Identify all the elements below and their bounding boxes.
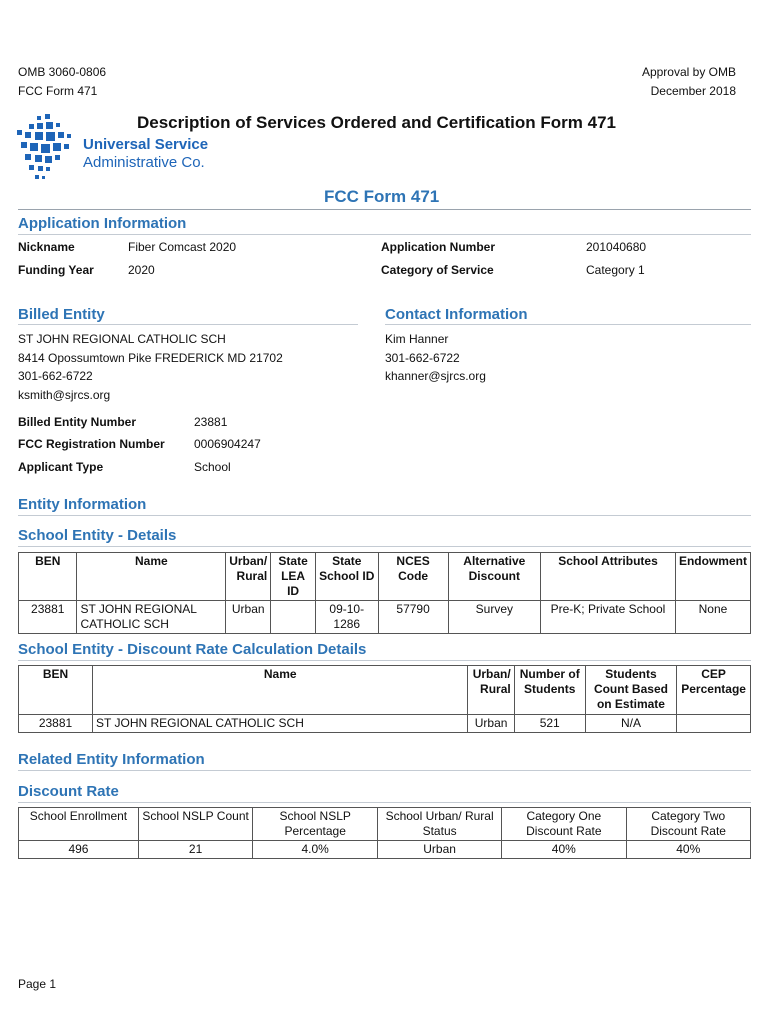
ben-value: 23881: [194, 415, 228, 429]
billed-entity-email: ksmith@sjrcs.org: [18, 387, 111, 402]
section-divider: [18, 770, 751, 771]
form-number: FCC Form 471: [18, 84, 98, 98]
cell-urban-rural-status: Urban: [378, 841, 502, 859]
category-label: Category of Service: [381, 263, 494, 277]
funding-year-label: Funding Year: [18, 263, 94, 277]
logo-line-2: Administrative Co.: [83, 154, 205, 171]
column-header: Urban/ Rural: [226, 553, 271, 601]
column-header: CEP Percentage: [677, 666, 751, 715]
column-header: Number of Students: [514, 666, 585, 715]
contact-phone: 301-662-6722: [385, 350, 460, 365]
cell-count-based-on-estimate: N/A: [585, 715, 677, 733]
school-details-table: [18, 552, 751, 634]
category-value: Category 1: [586, 263, 645, 277]
cell-nces-code: 57790: [378, 601, 448, 634]
cell-school-enrollment: 496: [19, 841, 139, 859]
cell-cep-percentage: [677, 715, 751, 733]
discount-calc-heading: School Entity - Discount Rate Calculation Details: [18, 641, 367, 658]
nickname-value: Fiber Comcast 2020: [128, 240, 237, 254]
billed-entity-name: ST JOHN REGIONAL CATHOLIC SCH: [18, 332, 226, 346]
section-divider: [18, 515, 751, 516]
cell-state-lea-id: [271, 601, 316, 634]
table-header-row: [19, 553, 751, 601]
column-header: School Urban/ Rural Status: [378, 808, 502, 841]
cell-name: ST JOHN REGIONAL CATHOLIC SCH: [77, 601, 226, 634]
cell-urban-rural: Urban: [468, 715, 514, 733]
table-row: [19, 601, 751, 634]
column-header: Alternative Discount: [448, 553, 540, 601]
billed-entity-address: 8414 Opossumtown Pike FREDERICK MD 21702: [18, 350, 283, 365]
column-header: Students Count Based on Estimate: [585, 666, 677, 715]
cell-alternative-discount: Survey: [448, 601, 540, 634]
cell-category-one-rate: 40%: [502, 841, 626, 859]
title-divider: [18, 209, 751, 210]
table-row: [19, 715, 751, 733]
related-entity-heading: Related Entity Information: [18, 751, 205, 768]
logo-line-1: Universal Service: [83, 136, 209, 153]
cell-endowment: None: [675, 601, 750, 634]
column-header: School NSLP Count: [138, 808, 252, 841]
cell-number-of-students: 521: [514, 715, 585, 733]
table-header-row: [19, 808, 751, 841]
column-header: Name: [93, 666, 468, 715]
omb-approval: Approval by OMB: [641, 65, 736, 79]
contact-info-heading: Contact Information: [385, 306, 528, 323]
omb-date: December 2018: [650, 84, 736, 98]
contact-email: khanner@sjrcs.org: [385, 369, 486, 383]
nickname-label: Nickname: [18, 240, 75, 254]
document-title: Description of Services Ordered and Certification Form 471: [137, 113, 616, 132]
funding-year-value: 2020: [128, 263, 155, 277]
school-details-heading: School Entity - Details: [18, 527, 177, 544]
section-divider: [18, 660, 751, 661]
app-number-value: 201040680: [586, 240, 647, 254]
table-header-row: [19, 666, 751, 715]
column-header: School NSLP Percentage: [253, 808, 378, 841]
cell-state-school-id: 09-10-1286: [315, 601, 378, 634]
section-divider: [18, 802, 751, 803]
fcc-reg-label: FCC Registration Number: [18, 437, 165, 451]
column-header: BEN: [19, 666, 93, 715]
contact-name: Kim Hanner: [385, 332, 449, 346]
cell-nslp-count: 21: [138, 841, 252, 859]
column-header: State LEA ID: [271, 553, 316, 601]
table-row: [19, 841, 751, 859]
cell-name: ST JOHN REGIONAL CATHOLIC SCH: [93, 715, 468, 733]
cell-ben: 23881: [19, 601, 77, 634]
column-header: Category One Discount Rate: [502, 808, 626, 841]
entity-info-heading: Entity Information: [18, 496, 147, 513]
page-number: Page 1: [18, 977, 57, 991]
section-divider: [385, 324, 751, 325]
column-header: Category Two Discount Rate: [626, 808, 750, 841]
discount-calc-table: [18, 665, 751, 733]
applicant-type-value: School: [194, 460, 231, 474]
column-header: Name: [77, 553, 226, 601]
cell-urban-rural: Urban: [226, 601, 271, 634]
column-header: Endowment: [675, 553, 750, 601]
cell-category-two-rate: 40%: [626, 841, 750, 859]
fcc-reg-value: 0006904247: [194, 437, 261, 451]
omb-number: OMB 3060-0806: [18, 65, 107, 79]
column-header: BEN: [19, 553, 77, 601]
form-title: FCC Form 471: [324, 187, 440, 206]
applicant-type-label: Applicant Type: [18, 460, 104, 474]
discount-rate-table: [18, 807, 751, 859]
app-number-label: Application Number: [381, 240, 496, 254]
discount-rate-heading: Discount Rate: [18, 783, 119, 800]
section-divider: [18, 234, 751, 235]
cell-nslp-percentage: 4.0%: [253, 841, 378, 859]
column-header: NCES Code: [378, 553, 448, 601]
application-info-heading: Application Information: [18, 215, 187, 232]
billed-entity-heading: Billed Entity: [18, 306, 105, 323]
cell-school-attributes: Pre-K; Private School: [540, 601, 675, 634]
billed-entity-phone: 301-662-6722: [18, 369, 93, 383]
usac-logo-icon: [15, 114, 75, 184]
column-header: School Enrollment: [19, 808, 139, 841]
column-header: School Attributes: [540, 553, 675, 601]
section-divider: [18, 324, 358, 325]
column-header: State School ID: [315, 553, 378, 601]
section-divider: [18, 546, 751, 547]
cell-ben: 23881: [19, 715, 93, 733]
ben-label: Billed Entity Number: [18, 415, 137, 429]
column-header: Urban/ Rural: [468, 666, 514, 715]
